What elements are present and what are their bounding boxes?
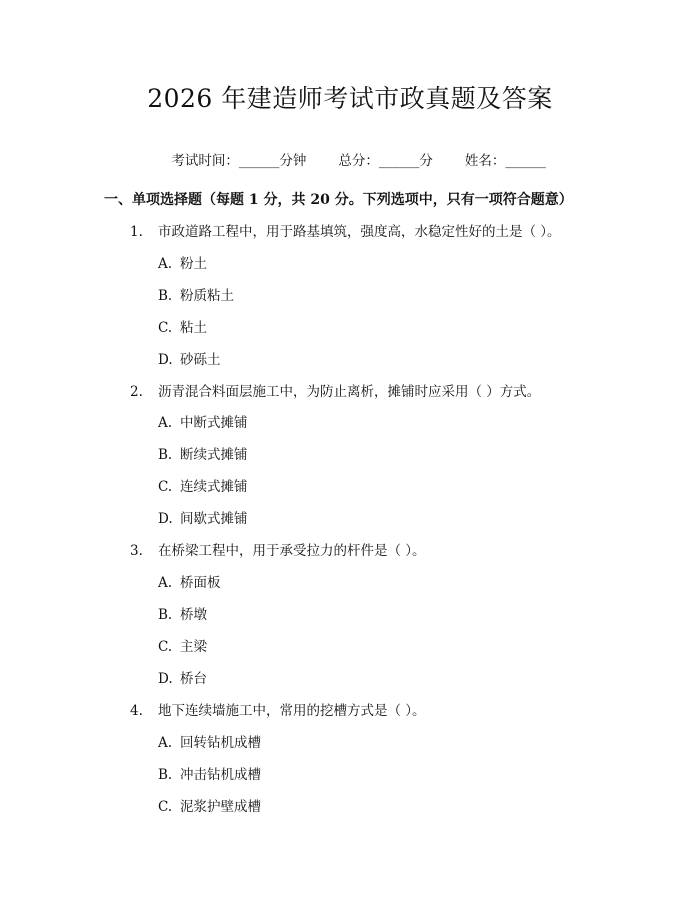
option-text: 桥面板 xyxy=(180,575,221,591)
option-letter: D. xyxy=(158,511,173,527)
option-text: 粉质粘土 xyxy=(180,288,234,304)
question-number: 4. xyxy=(130,703,143,719)
question-number: 1. xyxy=(130,224,143,240)
name-field: 姓名：______ xyxy=(464,153,546,169)
option-letter: D. xyxy=(158,352,173,368)
exam-time-field: 考试时间：______分钟 xyxy=(171,153,307,169)
option-letter: C. xyxy=(158,320,173,336)
question-text: 地下连续墙施工中，常用的挖槽方式是（ ）。 xyxy=(158,703,426,719)
option-letter: A. xyxy=(158,735,173,751)
question-number: 2. xyxy=(130,384,143,400)
option-text: 桥台 xyxy=(180,671,207,687)
option-letter: A. xyxy=(158,575,173,591)
section-heading: 一、单项选择题（每题 1 分，共 20 分。下列选项中，只有一项符合题意） xyxy=(104,192,573,208)
option-text: 中断式摊铺 xyxy=(180,415,248,431)
exam-meta xyxy=(0,131,700,191)
question-text: 在桥梁工程中，用于承受拉力的杆件是（ ）。 xyxy=(158,543,426,559)
option-text: 泥浆护壁成槽 xyxy=(180,799,261,815)
option-text: 粘土 xyxy=(180,320,207,336)
option-letter: B. xyxy=(158,607,173,623)
option-letter: A. xyxy=(158,415,173,431)
option-text: 回转钻机成槽 xyxy=(180,735,261,751)
option-letter: B. xyxy=(158,767,173,783)
question-text: 沥青混合料面层施工中，为防止离析，摊铺时应采用（ ）方式。 xyxy=(158,384,541,400)
option-text: 桥墩 xyxy=(180,607,207,623)
option-text: 冲击钻机成槽 xyxy=(180,767,261,783)
option-text: 粉土 xyxy=(180,256,207,272)
option-letter: C. xyxy=(158,799,173,815)
option-letter: C. xyxy=(158,639,173,655)
option-text: 主梁 xyxy=(180,639,207,655)
question-text: 市政道路工程中，用于路基填筑，强度高，水稳定性好的土是（ ）。 xyxy=(158,224,561,240)
option-letter: A. xyxy=(158,256,173,272)
option-letter: D. xyxy=(158,671,173,687)
option-text: 间歇式摊铺 xyxy=(180,511,248,527)
option-letter: C. xyxy=(158,479,173,495)
option-letter: B. xyxy=(158,288,173,304)
option-letter: B. xyxy=(158,447,173,463)
total-score-field: 总分：______分 xyxy=(338,153,433,169)
option-text: 连续式摊铺 xyxy=(180,479,248,495)
option-text: 断续式摊铺 xyxy=(180,447,248,463)
page-title: 2026 年建造师考试市政真题及答案 xyxy=(147,84,553,113)
option-text: 砂砾土 xyxy=(180,352,221,368)
question-number: 3. xyxy=(130,543,143,559)
